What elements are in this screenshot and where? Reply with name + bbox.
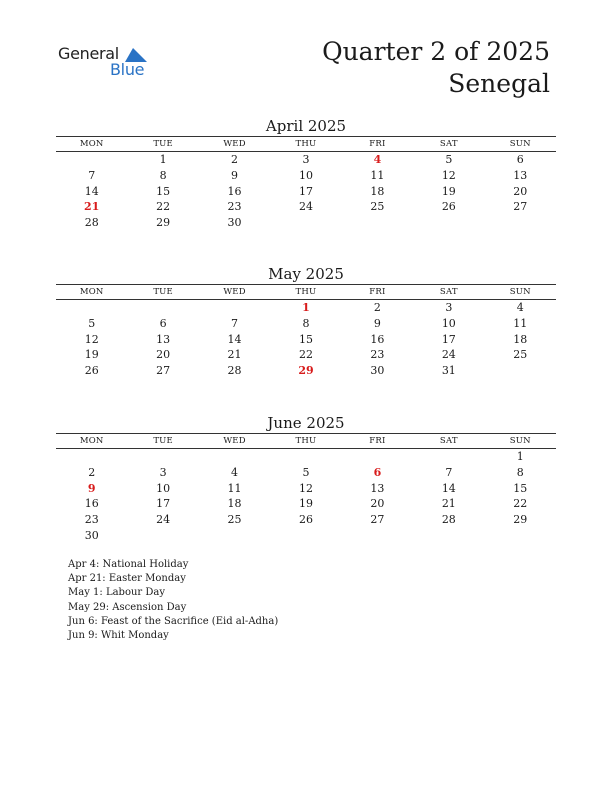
date-cell: 20 [370,497,385,511]
week-row [56,363,556,379]
date-cell: 19 [298,497,313,511]
empty-date-cell [413,528,484,544]
date-cell: 11 [227,481,242,495]
date-cell: 29 [156,216,171,230]
date-cell: 6 [159,316,167,330]
date-cell: 2 [373,301,381,314]
date-cell: 23 [227,200,242,214]
date-cell: 26 [298,513,313,527]
date-cell: 18 [370,184,385,198]
date-cell: 5 [88,316,96,330]
empty-date-cell [413,449,484,465]
date-cell: 8 [302,316,310,330]
date-cell: 7 [88,168,96,182]
month-grid [56,300,556,379]
date-cell: 27 [156,364,171,378]
date-cell: 11 [513,316,528,330]
week-row [56,528,556,544]
weekday-fri: FRI [369,139,386,149]
date-cell: 26 [441,200,456,214]
empty-date-cell [485,363,556,379]
date-cell: 1 [159,153,167,166]
date-cell: 3 [445,301,453,314]
weekday-thu: THU [295,436,317,446]
weekday-fri: FRI [369,436,386,446]
date-cell: 13 [513,168,528,182]
date-cell: 24 [298,200,313,214]
weekday-sun: SUN [509,436,531,446]
holiday-item: Jun 9: Whit Monday [68,630,169,642]
date-cell: 13 [370,481,385,495]
week-row [56,512,556,528]
week-row [56,168,556,184]
week-row [56,152,556,168]
empty-date-cell [56,449,127,465]
week-row [56,332,556,348]
month-title: May 2025 [268,265,344,283]
date-cell: 30 [227,216,242,230]
holiday-item: Apr 4: National Holiday [68,559,189,570]
weekday-mon: MON [79,287,104,297]
date-cell: 28 [227,364,242,378]
weekday-sun: SUN [509,139,531,149]
weekday-fri: FRI [369,287,386,297]
week-row [56,199,556,215]
holiday-item: May 1: Labour Day [68,587,165,599]
date-cell: 24 [156,513,171,527]
empty-date-cell [127,300,198,316]
empty-date-cell [199,528,270,544]
month-grid [56,152,556,231]
empty-date-cell [413,215,484,231]
holiday-date-cell: 6 [373,465,382,479]
date-cell: 4 [231,465,239,479]
date-cell: 17 [441,332,456,346]
date-cell: 8 [516,465,524,479]
date-cell: 18 [227,497,242,511]
month-may [56,264,556,379]
month-april [56,116,556,231]
empty-date-cell [56,152,127,168]
empty-date-cell [270,215,341,231]
date-cell: 6 [516,153,524,166]
date-cell: 2 [231,153,239,166]
month-grid [56,449,556,544]
weekday-thu: THU [295,139,317,149]
date-cell: 15 [156,184,171,198]
weekday-mon: MON [79,139,104,149]
empty-date-cell [127,528,198,544]
date-cell: 25 [370,200,385,214]
date-cell: 30 [370,364,385,378]
empty-date-cell [270,449,341,465]
empty-date-cell [199,300,270,316]
week-row [56,316,556,332]
date-cell: 30 [84,528,99,542]
weekday-header-row [56,433,556,449]
date-cell: 2 [88,465,96,479]
weekday-wed: WED [223,436,246,446]
date-cell: 9 [231,168,239,182]
date-cell: 5 [445,153,453,166]
week-row [56,465,556,481]
generalblue-logo [58,44,158,84]
week-row [56,215,556,231]
weekday-tue: TUE [153,139,173,149]
date-cell: 5 [302,465,310,479]
date-cell: 3 [159,465,167,479]
weekday-sat: SAT [439,287,458,297]
week-row [56,300,556,316]
date-cell: 7 [231,316,239,330]
empty-date-cell [56,300,127,316]
title-quarter: Quarter 2 of 2025 [322,37,550,66]
date-cell: 26 [84,364,99,378]
date-cell: 10 [298,168,313,182]
empty-date-cell [270,528,341,544]
month-title: April 2025 [265,117,347,135]
empty-date-cell [342,449,413,465]
month-title: June 2025 [267,414,345,432]
weekday-header-row [56,284,556,300]
date-cell: 23 [84,513,99,527]
month-june [56,413,556,544]
date-cell: 7 [445,465,453,479]
date-cell: 29 [513,513,528,527]
date-cell: 28 [441,513,456,527]
date-cell: 20 [513,184,528,198]
date-cell: 25 [513,348,528,362]
date-cell: 10 [441,316,456,330]
week-row [56,449,556,465]
date-cell: 27 [370,513,385,527]
weekday-thu: THU [295,287,317,297]
date-cell: 8 [159,168,167,182]
weekday-sun: SUN [509,287,531,297]
empty-date-cell [485,528,556,544]
date-cell: 9 [373,316,381,330]
date-cell: 23 [370,348,385,362]
empty-date-cell [342,528,413,544]
date-cell: 16 [227,184,242,198]
date-cell: 14 [441,481,456,495]
holiday-item: Apr 21: Easter Monday [68,573,186,585]
date-cell: 21 [441,497,456,511]
holiday-list [68,558,278,643]
date-cell: 28 [84,216,99,230]
week-row [56,184,556,200]
holiday-date-cell: 21 [84,200,100,214]
empty-date-cell [127,449,198,465]
week-row [56,481,556,497]
date-cell: 21 [227,348,242,362]
holiday-date-cell: 1 [302,301,310,314]
date-cell: 12 [298,481,313,495]
title-country: Senegal [448,69,550,98]
date-cell: 18 [513,332,528,346]
empty-date-cell [342,215,413,231]
holiday-item: May 29: Ascension Day [68,601,187,613]
logo-text-blue: Blue [110,60,145,79]
date-cell: 10 [156,481,171,495]
weekday-wed: WED [223,139,246,149]
date-cell: 12 [441,168,456,182]
date-cell: 19 [441,184,456,198]
date-cell: 16 [84,497,99,511]
date-cell: 15 [513,481,528,495]
date-cell: 14 [227,332,242,346]
weekday-wed: WED [223,287,246,297]
date-cell: 3 [302,153,310,166]
date-cell: 16 [370,332,385,346]
weekday-mon: MON [79,436,104,446]
date-cell: 14 [84,184,99,198]
date-cell: 12 [84,332,99,346]
date-cell: 22 [156,200,171,214]
weekday-sat: SAT [439,436,458,446]
holiday-item: Jun 6: Feast of the Sacrifice (Eid al-Adha) [68,615,279,627]
date-cell: 27 [513,200,528,214]
weekday-tue: TUE [153,436,173,446]
weekday-header-row [56,136,556,152]
empty-date-cell [485,215,556,231]
date-cell: 11 [370,168,385,182]
holiday-date-cell: 4 [373,153,382,166]
empty-date-cell [199,449,270,465]
date-cell: 17 [298,184,313,198]
date-cell: 31 [441,364,456,378]
logo-text-general: General [58,44,119,63]
date-cell: 22 [298,348,313,362]
date-cell: 22 [513,497,528,511]
holiday-date-cell: 9 [87,481,96,495]
holiday-date-cell: 29 [298,364,314,378]
date-cell: 15 [298,332,313,346]
date-cell: 19 [84,348,99,362]
date-cell: 4 [516,301,524,314]
date-cell: 17 [156,497,171,511]
page-title [322,36,550,100]
date-cell: 20 [156,348,171,362]
weekday-tue: TUE [153,287,173,297]
week-row [56,347,556,363]
week-row [56,496,556,512]
date-cell: 1 [516,450,524,463]
date-cell: 13 [156,332,171,346]
date-cell: 25 [227,513,242,527]
weekday-sat: SAT [439,139,458,149]
date-cell: 24 [441,348,456,362]
